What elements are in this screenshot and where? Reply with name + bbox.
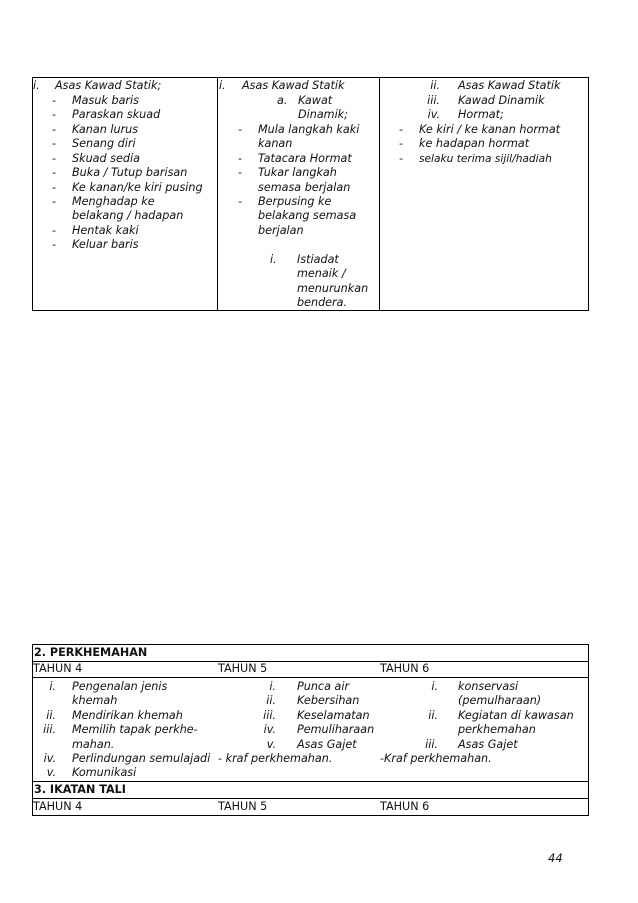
col3-num: ii. [430,79,440,92]
section-title-ikatan-tali: 3. IKATAN TALI [34,783,126,796]
row-divider [32,781,589,782]
col1-heading-num: i. [33,79,40,92]
roman-num: v. [266,738,276,751]
page-number: 44 [548,851,563,865]
roman-num: ii. [428,709,438,722]
roman-num: v. [46,766,56,779]
top-table-border-right [588,77,589,311]
list-item: Buka / Tutup barisan [72,166,188,179]
list-item: Hentak kaki [72,224,139,237]
row-divider [32,661,589,662]
col1-heading: Asas Kawad Statik; [55,79,162,92]
list-item: Kegiatan di kawasan [458,709,574,722]
list-item: Asas Gajet [458,738,518,751]
list-item: Senang diri [72,137,136,150]
col3-num: iv. [427,108,440,121]
list-item: Perlindungan semulajadi [72,752,211,765]
list-item: Komunikasi [72,766,137,779]
dash: - [52,123,57,136]
bottom-border-right [588,644,589,816]
dash: - [238,152,243,165]
list-item: Ke kiri / ke kanan hormat [419,123,561,136]
top-table-border-left [32,77,33,311]
list-item: Menghadap ke [72,195,155,208]
bottom-border-top [32,644,589,645]
list-item-continued: khemah [72,694,118,707]
dash: - [399,137,404,150]
header-tahun-5: TAHUN 5 [218,662,268,675]
roman-num: i. [269,680,276,693]
list-item: Berpusing ke [258,195,332,208]
header-tahun-6: TAHUN 6 [380,800,430,813]
list-item: selaku terima sijil/hadiah [419,153,552,165]
list-item: konservasi [458,680,519,693]
roman-num: i. [49,680,56,693]
roman-num: iv. [43,752,56,765]
col2-roman-line: menurunkan [297,282,369,295]
col3-item: Kawad Dinamik [458,94,545,107]
col2-roman-line: menaik / [297,267,346,280]
col3-num: iii. [427,94,440,107]
list-item: Pemuliharaan [297,723,375,736]
col2-sub-num: a. [277,94,288,107]
dash: - [52,224,57,237]
top-table-border-top [32,77,589,78]
bottom-border-bottom [32,815,589,816]
list-item: Kebersihan [297,694,360,707]
list-item: Mendirikan khemah [72,709,183,722]
col2-sub-line: Kawat [298,94,333,107]
list-item: Kanan lurus [72,123,139,136]
dash: - [52,152,57,165]
list-item-continued: mahan. [72,738,115,751]
col3-footer: -Kraf perkhemahan. [380,752,492,765]
header-tahun-6: TAHUN 6 [380,662,430,675]
list-item: Asas Gajet [297,738,357,751]
section-title-perkhemahan: 2. PERKHEMAHAN [34,646,148,659]
roman-num: iii. [425,738,438,751]
header-tahun-4: TAHUN 4 [33,800,83,813]
dash: - [52,108,57,121]
header-tahun-5: TAHUN 5 [218,800,268,813]
dash: - [238,195,243,208]
roman-num: i. [431,680,438,693]
list-item-continued: belakang semasa [258,209,357,222]
col2-footer: - kraf perkhemahan. [218,752,333,765]
list-item: Ke kanan/ke kiri pusing [72,181,203,194]
dash: - [52,181,57,194]
roman-num: ii. [46,709,56,722]
roman-num: iv. [263,723,276,736]
list-item: Mula langkah kaki [258,123,360,136]
col2-roman-num: i. [270,253,277,266]
roman-num: iii. [43,723,56,736]
row-divider [32,677,589,678]
dash: - [238,166,243,179]
row-divider [32,798,589,799]
list-item: Paraskan skuad [72,108,161,121]
list-item-continued: kanan [258,137,293,150]
dash: - [238,123,243,136]
dash: - [52,166,57,179]
col2-heading-num: i. [219,79,226,92]
col2-roman-line: bendera. [297,296,348,309]
list-item: Keluar baris [72,238,139,251]
list-item-continued: semasa berjalan [258,181,351,194]
list-item: Masuk baris [72,94,139,107]
col3-item: Hormat; [458,108,504,121]
list-item-continued: belakang / hadapan [72,209,184,222]
list-item: Punca air [297,680,350,693]
list-item: Tukar langkah [258,166,337,179]
col3-item: Asas Kawad Statik [458,79,561,92]
dash: - [52,195,57,208]
header-tahun-4: TAHUN 4 [33,662,83,675]
top-table-divider-1 [217,77,218,311]
list-item: Tatacara Hormat [258,152,352,165]
list-item-continued: perkhemahan [458,723,536,736]
list-item: Keselamatan [297,709,370,722]
col2-heading: Asas Kawad Statik [242,79,345,92]
list-item-continued: berjalan [258,224,304,237]
col2-roman-line: Istiadat [297,253,339,266]
roman-num: iii. [263,709,276,722]
list-item: Pengenalan jenis [72,680,168,693]
dash: - [52,94,57,107]
dash: - [399,152,404,165]
dash: - [52,137,57,150]
list-item: ke hadapan hormat [419,137,530,150]
dash: - [399,123,404,136]
col2-sub-line: Dinamik; [298,108,348,121]
list-item-continued: (pemulharaan) [458,694,542,707]
roman-num: ii. [266,694,276,707]
list-item: Skuad sedia [72,152,140,165]
dash: - [52,238,57,251]
top-table-divider-2 [379,77,380,311]
list-item: Memilih tapak perkhe- [72,723,198,736]
